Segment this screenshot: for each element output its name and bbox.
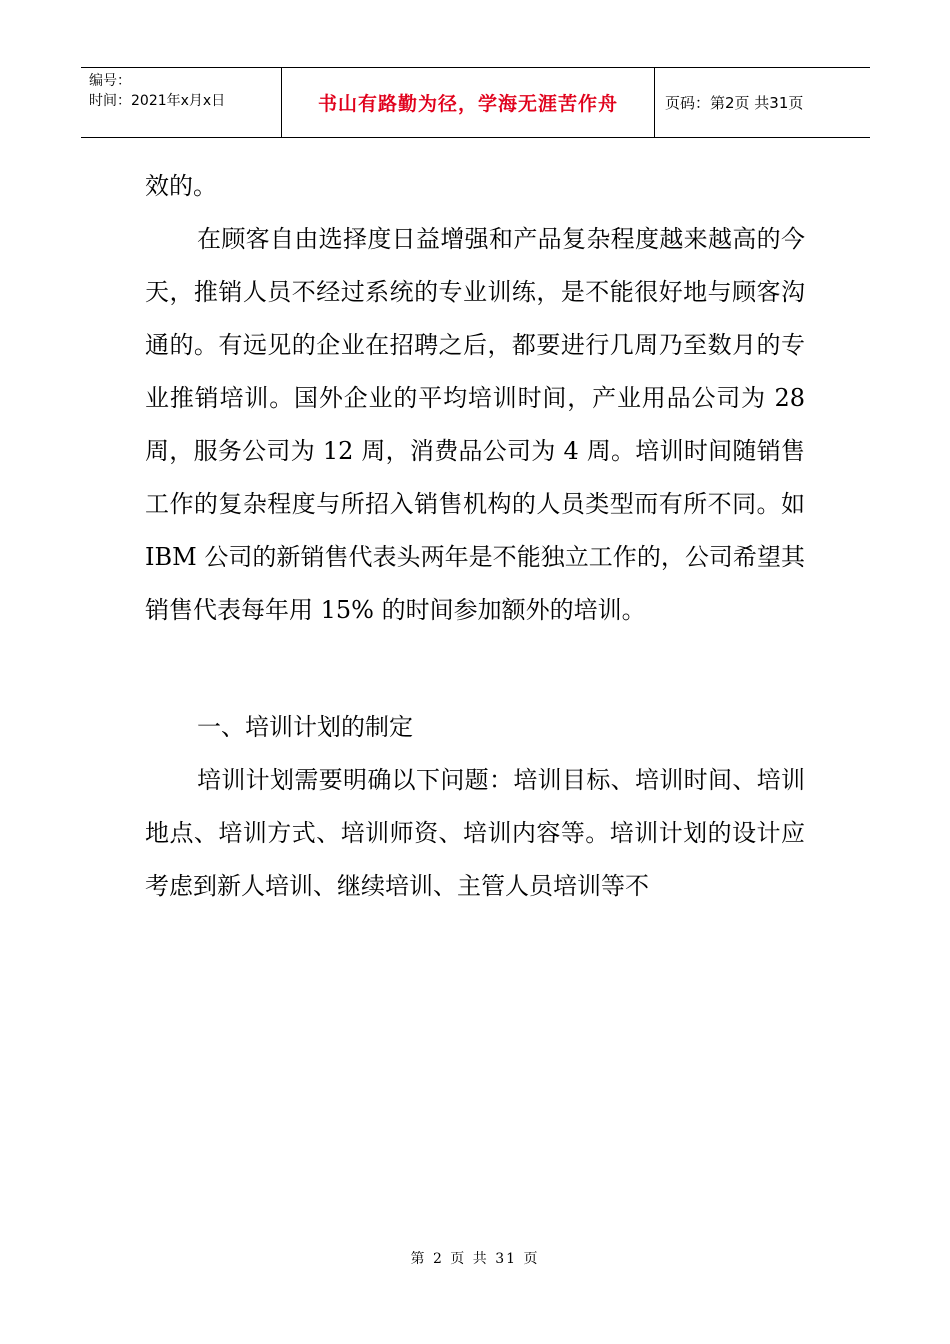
header-motto-cell: [282, 68, 655, 137]
date-label: 时间：2021年x月x日: [89, 93, 226, 109]
number-label: 编号：: [89, 73, 131, 89]
paragraph-training-intro: 在顾客自由选择度日益增强和产品复杂程度越来越高的今天，推销人员不经过系统的专业训练，是不能很好地与顾客沟通的。有远见的企业在招聘之后，都要进行几周乃至数月的专业推销培训。国外企业的平均培训时间，产业用品公司为 28 周，服务公司为 12 周，消费品公司为 4 周。培训时间随销售工作的复杂程度与所招入销售机构的人员类型而有所不同。如 IBM 公司的新销售代表头两年是不能独立工作的，公司希望其销售代表每年用 15% 的时间参加额外的培训。: [145, 225, 805, 624]
section-heading: 一、培训计划的制定: [197, 713, 413, 741]
page-footer: 第 2 页 共 31 页: [410, 1251, 540, 1267]
document-body: [145, 160, 805, 913]
motto-text: 书山有路勤为径，学海无涯苦作舟: [317, 93, 618, 115]
page-header: [81, 67, 870, 138]
page-info: 页码：第2页 共31页: [665, 94, 804, 112]
header-meta-cell: [81, 68, 282, 137]
section-spacer: [145, 637, 805, 701]
header-page-cell: [655, 68, 870, 137]
paragraph-continuation: 效的。: [145, 172, 217, 200]
paragraph-training-plan: 培训计划需要明确以下问题：培训目标、培训时间、培训地点、培训方式、培训师资、培训内容等。培训计划的设计应考虑到新人培训、继续培训、主管人员培训等不: [145, 766, 805, 900]
